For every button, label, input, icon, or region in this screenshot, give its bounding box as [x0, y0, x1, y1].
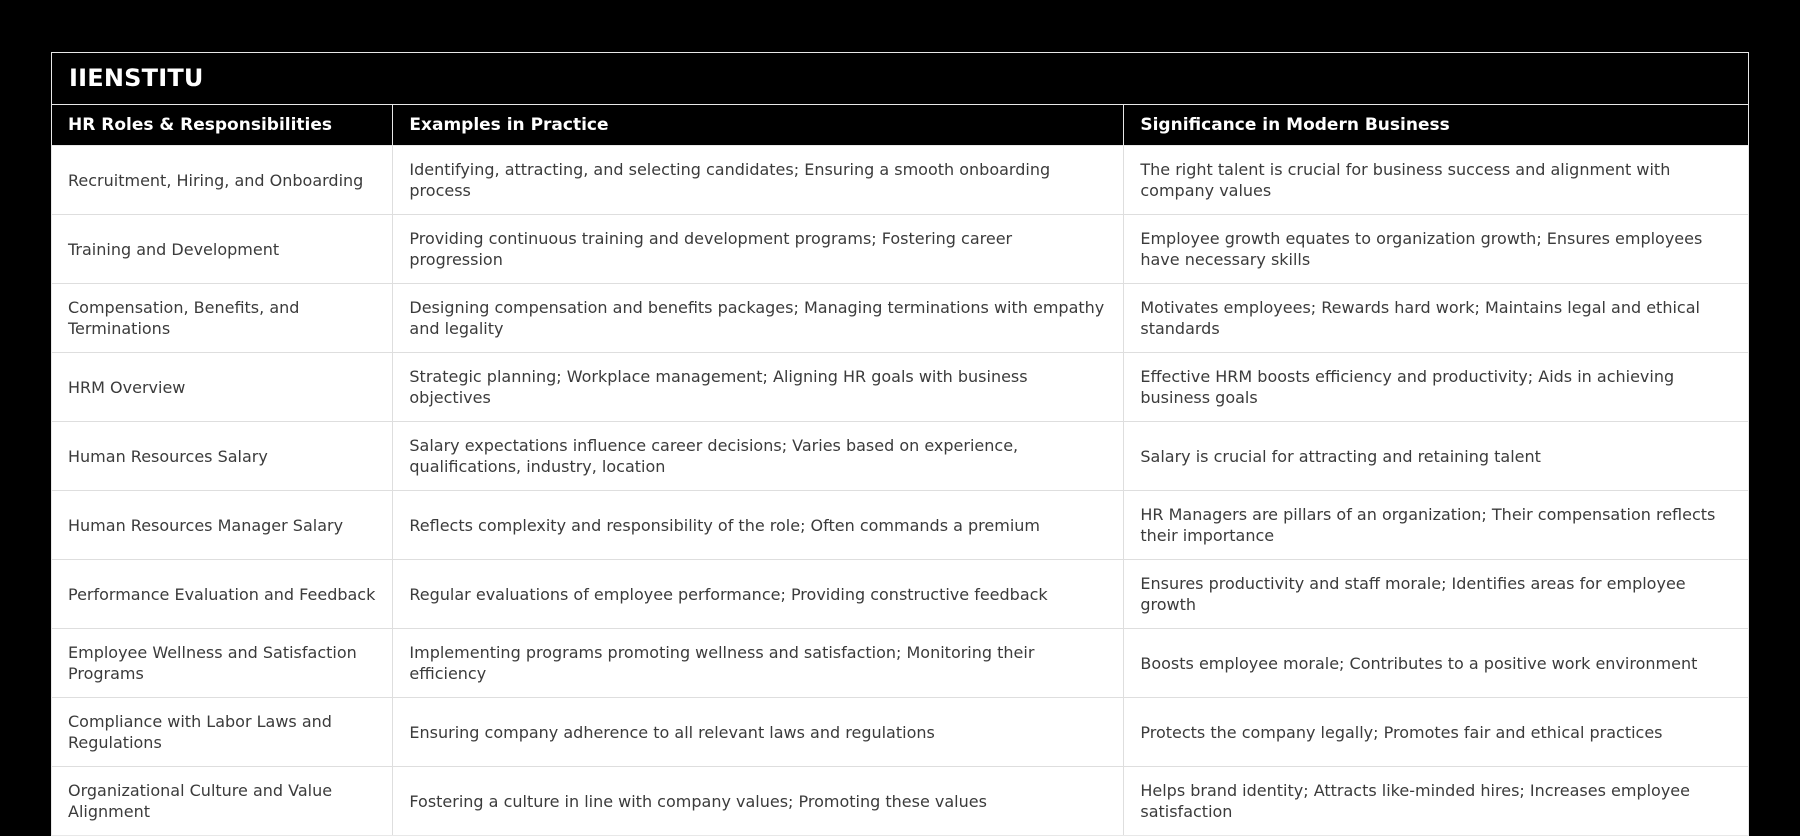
table-row	[52, 422, 1748, 491]
cell-example: Providing continuous training and development programs; Fostering career progression	[393, 215, 1124, 284]
cell-significance: Salary is crucial for attracting and retaining talent	[1124, 422, 1748, 491]
cell-example: Fostering a culture in line with company values; Promoting these values	[393, 767, 1124, 836]
cell-hr-role: Employee Wellness and Satisfaction Programs	[52, 629, 393, 698]
table-row	[52, 215, 1748, 284]
cell-significance: HR Managers are pillars of an organization; Their compensation reflects their importance	[1124, 491, 1748, 560]
hr-table-panel	[51, 52, 1749, 836]
table-row	[52, 146, 1748, 215]
cell-hr-role: Performance Evaluation and Feedback	[52, 560, 393, 629]
cell-significance: Motivates employees; Rewards hard work; Maintains legal and ethical standards	[1124, 284, 1748, 353]
table-body	[52, 146, 1748, 836]
cell-example: Strategic planning; Workplace management; Aligning HR goals with business objectives	[393, 353, 1124, 422]
cell-hr-role: Recruitment, Hiring, and Onboarding	[52, 146, 393, 215]
cell-significance: Helps brand identity; Attracts like-minded hires; Increases employee satisfaction	[1124, 767, 1748, 836]
cell-significance: Boosts employee morale; Contributes to a positive work environment	[1124, 629, 1748, 698]
column-header-hr-roles: HR Roles & Responsibilities	[52, 105, 393, 146]
cell-hr-role: Compliance with Labor Laws and Regulations	[52, 698, 393, 767]
cell-significance: Protects the company legally; Promotes fair and ethical practices	[1124, 698, 1748, 767]
table-header	[52, 105, 1748, 146]
cell-hr-role: Organizational Culture and Value Alignment	[52, 767, 393, 836]
cell-significance: Employee growth equates to organization growth; Ensures employees have necessary skills	[1124, 215, 1748, 284]
cell-example: Salary expectations influence career decisions; Varies based on experience, qualifications, industry, location	[393, 422, 1124, 491]
column-header-examples: Examples in Practice	[393, 105, 1124, 146]
cell-hr-role: HRM Overview	[52, 353, 393, 422]
table-row	[52, 560, 1748, 629]
cell-significance: The right talent is crucial for business success and alignment with company values	[1124, 146, 1748, 215]
cell-example: Implementing programs promoting wellness and satisfaction; Monitoring their efficiency	[393, 629, 1124, 698]
table-row	[52, 629, 1748, 698]
table-row	[52, 698, 1748, 767]
table-row	[52, 491, 1748, 560]
cell-example: Regular evaluations of employee performance; Providing constructive feedback	[393, 560, 1124, 629]
cell-hr-role: Compensation, Benefits, and Terminations	[52, 284, 393, 353]
cell-example: Designing compensation and benefits packages; Managing terminations with empathy and legality	[393, 284, 1124, 353]
cell-hr-role: Human Resources Salary	[52, 422, 393, 491]
hr-roles-table	[52, 105, 1748, 835]
column-header-significance: Significance in Modern Business	[1124, 105, 1748, 146]
header-row	[52, 105, 1748, 146]
cell-example: Ensuring company adherence to all relevant laws and regulations	[393, 698, 1124, 767]
table-row	[52, 353, 1748, 422]
table-row	[52, 284, 1748, 353]
cell-example: Reflects complexity and responsibility of the role; Often commands a premium	[393, 491, 1124, 560]
cell-hr-role: Human Resources Manager Salary	[52, 491, 393, 560]
table-row	[52, 767, 1748, 836]
cell-significance: Effective HRM boosts efficiency and productivity; Aids in achieving business goals	[1124, 353, 1748, 422]
cell-hr-role: Training and Development	[52, 215, 393, 284]
cell-example: Identifying, attracting, and selecting candidates; Ensuring a smooth onboarding process	[393, 146, 1124, 215]
table-title: IIENSTITU	[52, 53, 1748, 105]
cell-significance: Ensures productivity and staff morale; Identifies areas for employee growth	[1124, 560, 1748, 629]
